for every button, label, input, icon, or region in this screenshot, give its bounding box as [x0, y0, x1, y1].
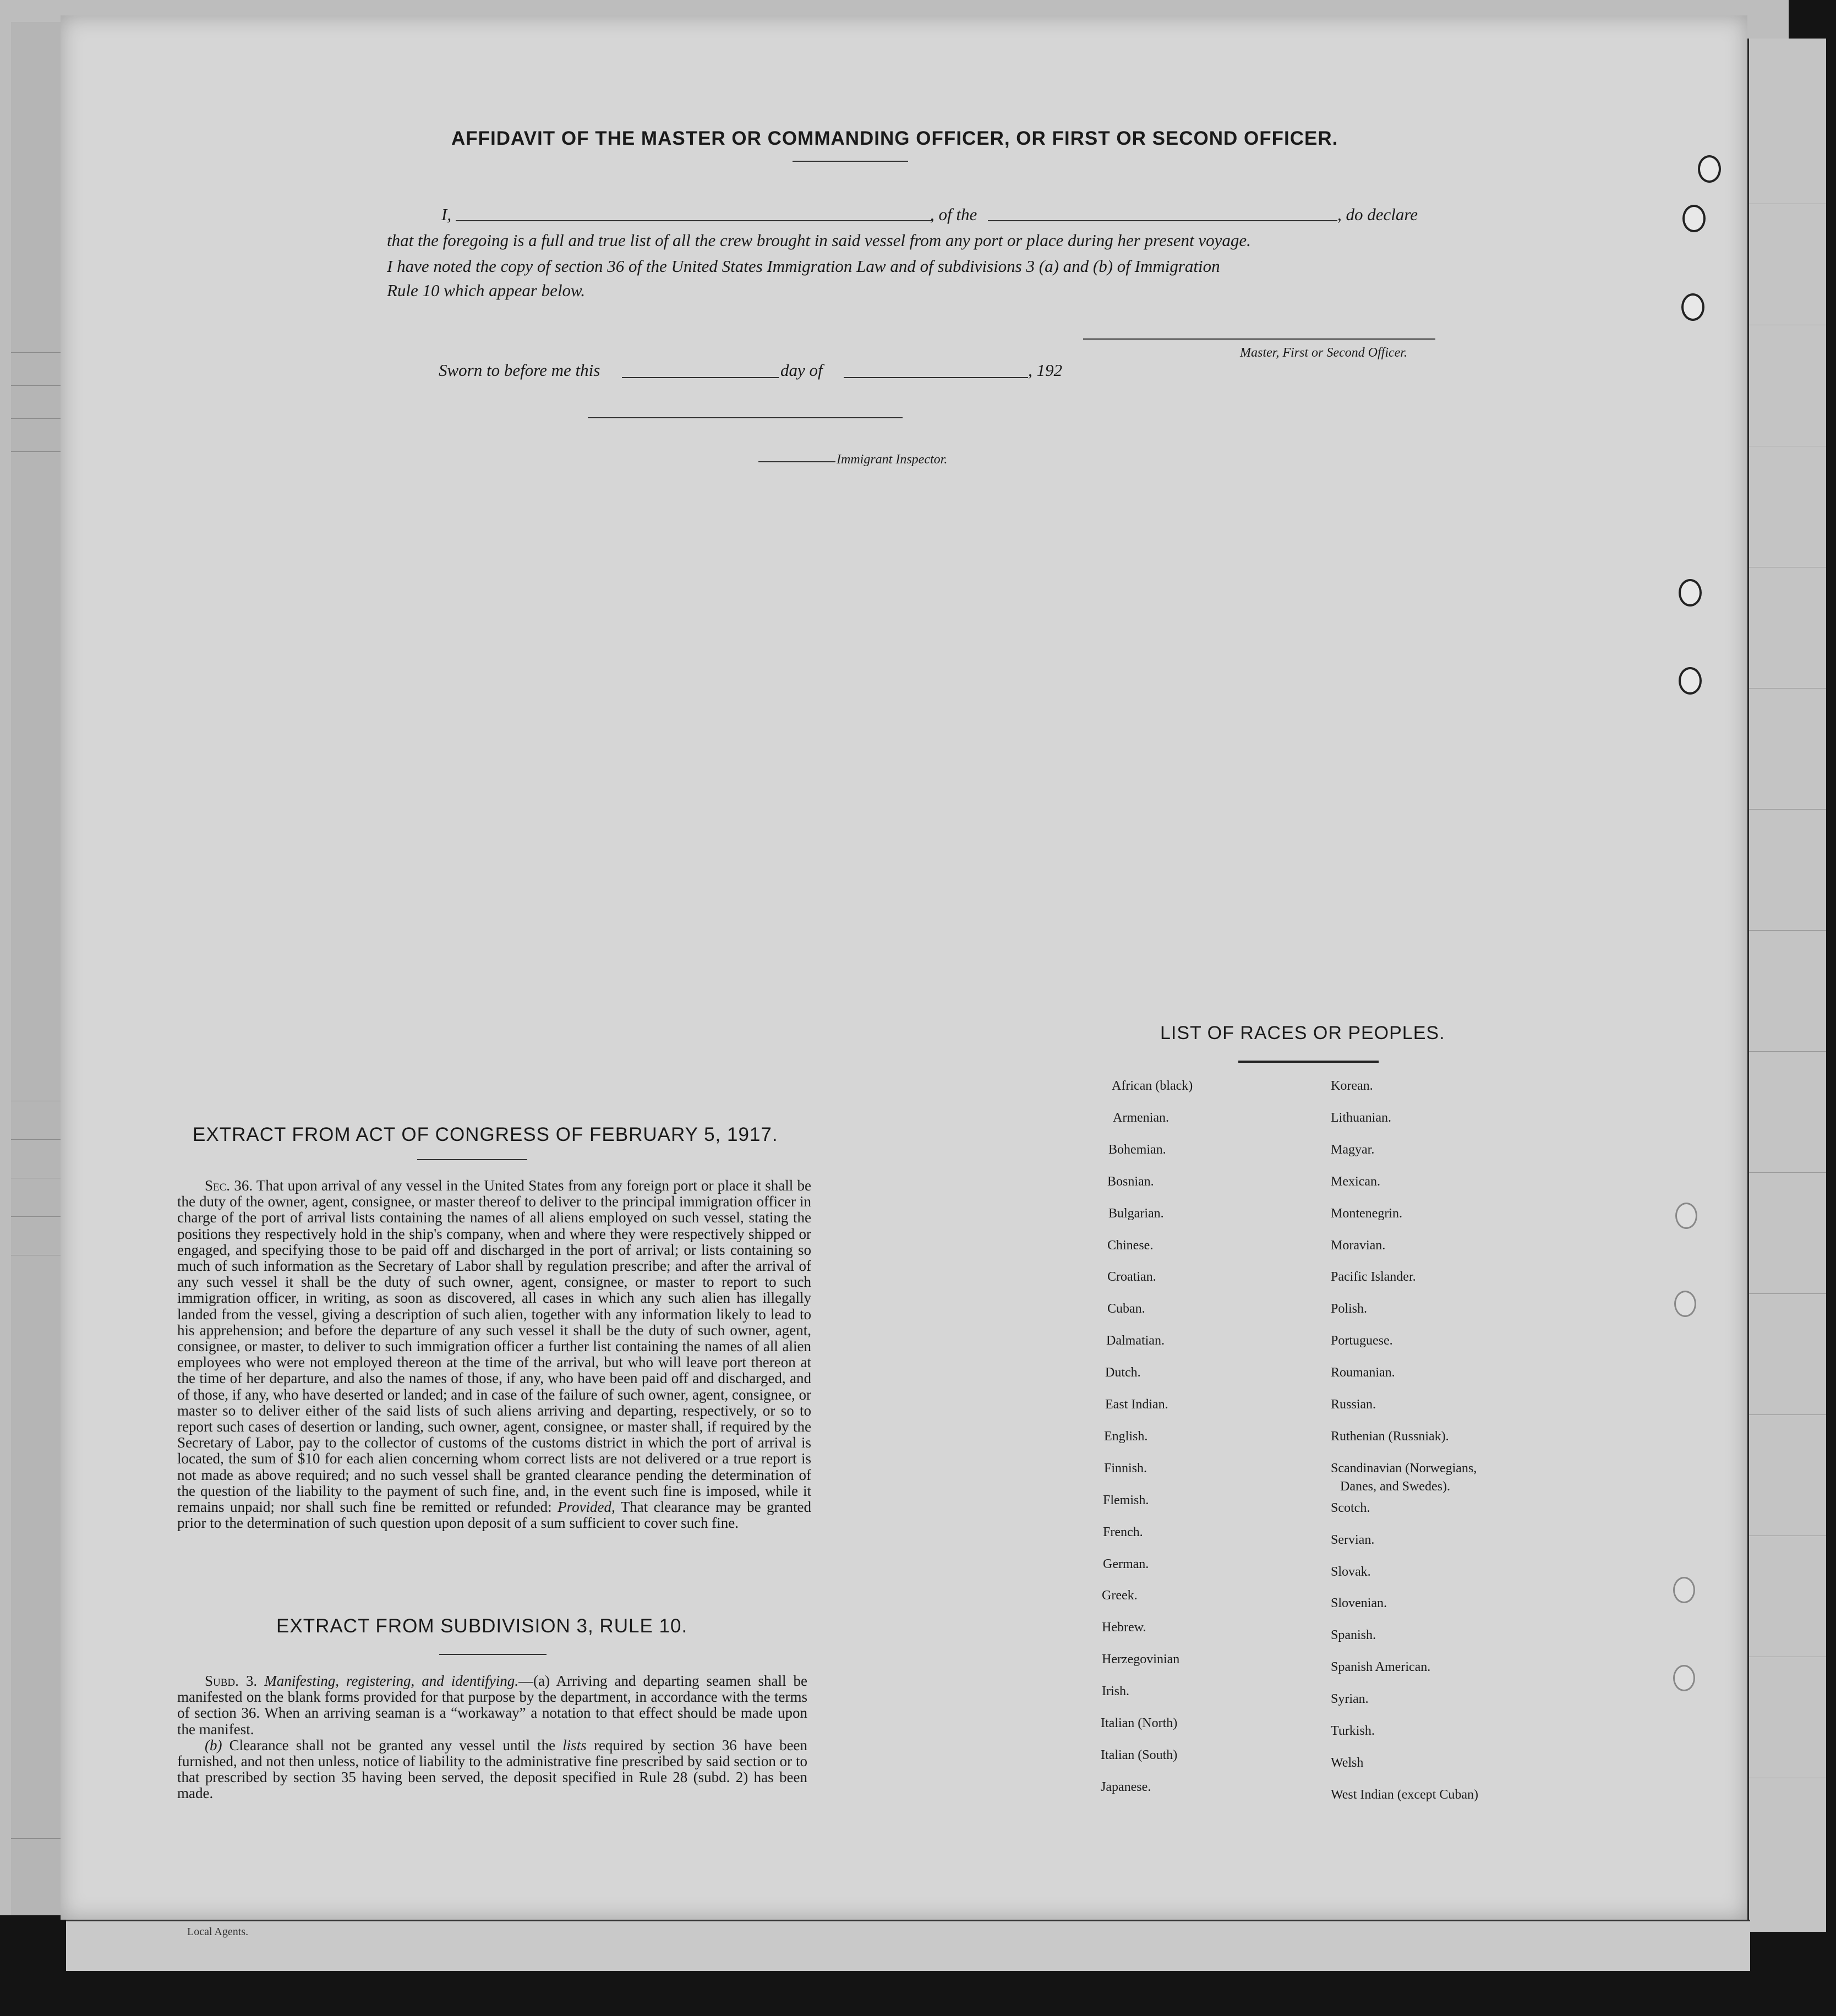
declare-suffix: , do declare	[1337, 205, 1418, 224]
master-signature-line	[1083, 338, 1435, 340]
race-item: Mexican.	[1331, 1174, 1380, 1189]
races-title: LIST OF RACES OR PEOPLES.	[1160, 1023, 1445, 1043]
race-item: Cuban.	[1107, 1302, 1145, 1316]
inspector-short-line	[758, 461, 835, 462]
inspector-caption: Immigrant Inspector.	[837, 452, 948, 467]
paragraph-b-lists: lists	[562, 1736, 587, 1753]
race-item: Ruthenian (Russniak).	[1331, 1429, 1449, 1444]
punch-hole-icon	[1679, 667, 1702, 695]
race-item: West Indian (except Cuban)	[1331, 1788, 1478, 1802]
act-body-text: That upon arrival of any vessel in the United States from any foreign port or place it shall be the duty of the owner, agent, consignee, or master thereof to deliver to the principal immigration officer in charge of the port of arrival lists containing the names of all aliens employed on such vessel, stating the positions they respectively hold in the ship's company, when and where they were respectively shipped or engaged, and specifying those to be paid off and discharged in the port of arrival; or lists containing so much of such information as the Secretary of Labor shall by regulation prescribe; and after the arrival of any such vessel it shall be the duty of such owner, agent, consignee, or master to report to such immigration officer, in writing, as soon as discovered, all cases in which any such alien has illegally landed from the vessel, giving a description of such alien, together with any information likely to lead to his apprehension; and before the departure of any such vessel it shall be the duty of such owner, agent, consignee, or master, to deliver to such immigration officer a further list containing the names of all alien employees who were not employed thereon at the time of the arrival, but who will leave port thereon at the time of her departure, and also the names of those, if any, who have been paid off and discharged, and of those, if any, who have deserted or landed; and in case of the failure of such owner, agent, consignee, or master so to deliver either of the said lists of such aliens arriving and departing, respectively, or so to report such cases of desertion or landing, such owner, agent, consignee, or master shall, if required by the Secretary of Labor, pay to the collector of customs of the customs district in which the port of arrival is located, the sum of $10 for each alien concerning whom correct lists are not delivered or a true report is not made as above required; and no such vessel shall be granted clearance pending the determination of the question of the liability to the payment of such fine, and, in the event such fine is imposed, while it remains unpaid; nor shall such fine be remitted or refunded:	[177, 1177, 812, 1516]
race-item: Slovenian.	[1331, 1596, 1387, 1610]
sworn-year: , 192	[1028, 360, 1062, 380]
affidavit-line-3: I have noted the copy of section 36 of the United States Immigration Law and of subdivisions 3 (a) and (b) of Immigration	[387, 256, 1220, 276]
race-item: Chinese.	[1107, 1238, 1154, 1253]
punch-hole-icon	[1698, 155, 1721, 183]
race-item: Polish.	[1331, 1302, 1368, 1316]
race-item: Welsh	[1331, 1756, 1364, 1770]
race-item: Magyar.	[1331, 1143, 1375, 1157]
race-item: Italian (North)	[1101, 1716, 1178, 1730]
race-item: Hebrew.	[1102, 1620, 1146, 1635]
races-title-rule	[1238, 1061, 1379, 1063]
race-item: Servian.	[1331, 1533, 1375, 1547]
race-item: Bohemian.	[1108, 1143, 1166, 1157]
race-item: Scotch.	[1331, 1501, 1370, 1515]
race-item: Croatian.	[1107, 1270, 1156, 1284]
race-item: Pacific Islander.	[1331, 1270, 1416, 1284]
act-extract-title: EXTRACT FROM ACT OF CONGRESS OF FEBRUARY 5, 1917.	[193, 1124, 778, 1145]
race-item: Spanish American.	[1331, 1660, 1431, 1674]
race-item: Korean.	[1331, 1079, 1373, 1093]
punch-hole-icon	[1674, 1291, 1696, 1317]
rule-extract-body	[177, 1673, 807, 1802]
act-extract-body	[177, 1178, 811, 1531]
title-rule	[793, 161, 908, 162]
race-item: Montenegrin.	[1331, 1206, 1402, 1221]
race-item: Herzegovinian	[1102, 1652, 1180, 1667]
race-item: Slovak.	[1331, 1565, 1371, 1579]
race-item: Turkish.	[1331, 1724, 1375, 1738]
vessel-name-line	[988, 220, 1337, 221]
race-item: East Indian.	[1105, 1397, 1168, 1412]
declare-prefix: I,	[441, 205, 452, 224]
race-item: Lithuanian.	[1331, 1111, 1391, 1125]
race-item: Italian (South)	[1101, 1748, 1178, 1762]
race-item: Bulgarian.	[1108, 1206, 1164, 1221]
race-item: Portuguese.	[1331, 1334, 1393, 1348]
race-item: Dalmatian.	[1106, 1334, 1165, 1348]
punch-hole-icon	[1679, 579, 1702, 607]
left-page-edge	[11, 22, 64, 1915]
race-item: Greek.	[1102, 1588, 1138, 1603]
sworn-day-line	[622, 377, 779, 378]
sworn-month-line	[844, 377, 1028, 378]
paragraph-b-pre: Clearance shall not be granted any vessel until the	[229, 1736, 556, 1753]
race-item: Finnish.	[1104, 1461, 1148, 1476]
race-item: Flemish.	[1103, 1493, 1149, 1507]
race-item: Dutch.	[1105, 1365, 1141, 1380]
race-item: Roumanian.	[1331, 1365, 1395, 1380]
act-title-rule	[417, 1159, 527, 1160]
race-item: Irish.	[1102, 1684, 1129, 1698]
affidavit-line-2: that the foregoing is a full and true list of all the crew brought in said vessel from any port or place during her present voyage.	[387, 231, 1251, 250]
race-item: Scandinavian (Norwegians,	[1331, 1461, 1477, 1476]
paragraph-b-post: required by section 36 have been furnished, and not then unless, notice of liability to the administrative fine prescribed by said section or to that prescribed by section 35 having been served, the deposit specified in Rule 28 (subd. 2) has been made.	[177, 1736, 808, 1802]
master-caption: Master, First or Second Officer.	[1240, 346, 1407, 360]
punch-hole-icon	[1673, 1665, 1695, 1691]
subdivision-heading: Manifesting, registering, and identifying.	[264, 1673, 518, 1689]
officer-name-line	[456, 220, 932, 221]
punch-hole-icon	[1673, 1577, 1695, 1603]
local-agents-label: Local Agents.	[187, 1926, 249, 1938]
punch-hole-icon	[1681, 293, 1704, 321]
race-item: Spanish.	[1331, 1628, 1376, 1642]
right-page-edge	[1747, 39, 1826, 1932]
race-item: Armenian.	[1113, 1111, 1169, 1125]
punch-hole-icon	[1682, 205, 1706, 232]
race-item: Russian.	[1331, 1397, 1376, 1412]
sworn-prefix: Sworn to before me this	[439, 360, 600, 380]
race-item: African (black)	[1112, 1079, 1193, 1093]
sworn-day: day of	[780, 360, 823, 380]
race-item: German.	[1103, 1557, 1149, 1571]
subdivision-label: Subd. 3.	[205, 1673, 258, 1689]
bottom-page-edge	[66, 1920, 1750, 1971]
affidavit-title: AFFIDAVIT OF THE MASTER OR COMMANDING OFFICER, OR FIRST OR SECOND OFFICER.	[451, 128, 1338, 149]
race-item: English.	[1104, 1429, 1148, 1444]
race-item: Japanese.	[1101, 1780, 1151, 1794]
affidavit-line-4: Rule 10 which appear below.	[387, 281, 586, 300]
race-item: Moravian.	[1331, 1238, 1386, 1253]
race-continuation: Danes, and Swedes).	[1340, 1479, 1450, 1494]
proviso-word: Provided,	[558, 1499, 615, 1516]
race-item: Bosnian.	[1107, 1174, 1154, 1189]
inspector-signature-line	[588, 417, 903, 418]
paragraph-a: —(a) Arriving and departing seamen shall be manifested on the blank forms provided for that purpose by the department, in accordance with the terms of section 36. When an arriving seaman is a “workaway” a notation to that effect should be made upon the manifest.	[177, 1673, 807, 1738]
rule-title-rule	[439, 1654, 547, 1655]
paragraph-b-label: (b)	[205, 1736, 222, 1753]
punch-hole-icon	[1675, 1203, 1697, 1229]
race-item: Syrian.	[1331, 1692, 1369, 1706]
race-item: French.	[1103, 1525, 1143, 1539]
rule-extract-title: EXTRACT FROM SUBDIVISION 3, RULE 10.	[276, 1615, 688, 1637]
proviso-text: That clearance may be granted prior to the determination of such question upon deposit of a sum sufficient to cover such fine.	[177, 1499, 812, 1532]
declare-of: , of the	[930, 205, 977, 224]
section-label: Sec. 36.	[205, 1177, 253, 1194]
